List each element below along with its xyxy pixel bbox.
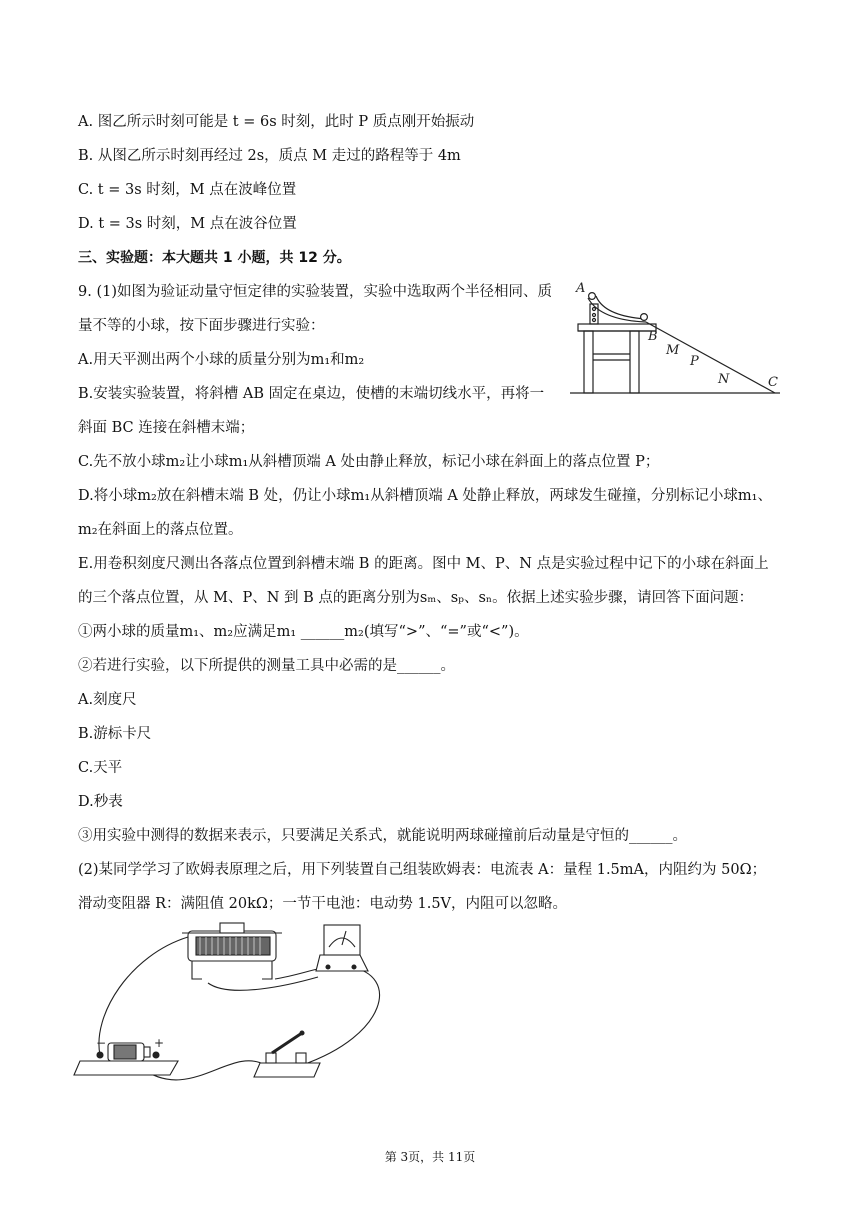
option-d: D. t = 3s 时刻，M 点在波谷位置 <box>78 216 297 232</box>
choice-d: D.秒表 <box>78 794 123 810</box>
label-m: M <box>666 343 680 358</box>
label-n: N <box>718 372 730 387</box>
step-c: C.先不放小球m₂让小球m₁从斜槽顶端 A 处由静止释放，标记小球在斜面上的落点位置 P； <box>78 454 660 470</box>
option-c: C. t = 3s 时刻，M 点在波峰位置 <box>78 182 297 198</box>
part-2-intro: (2)某同学学习了欧姆表原理之后，用下列装置自己组装欧姆表：电流表 A：量程 1.5mA，内阻约为 50Ω； <box>78 862 767 878</box>
part-2-intro-cont: 滑动变阻器 R：满阻值 20kΩ；一节干电池：电动势 1.5V，内阻可以忽略。 <box>78 896 568 912</box>
momentum-apparatus-figure <box>570 276 785 401</box>
step-d: D.将小球m₂放在斜槽末端 B 处，仍让小球m₁从斜槽顶端 A 处静止释放，两球发生碰撞，分别标记小球m₁、 <box>78 488 772 504</box>
label-a: A <box>576 281 586 296</box>
choice-a: A.刻度尺 <box>78 692 137 708</box>
choice-b: B.游标卡尺 <box>78 726 152 742</box>
battery-minus-label: − <box>96 1036 107 1050</box>
step-d-cont: m₂在斜面上的落点位置。 <box>78 522 243 538</box>
q9-intro-cont: 量不等的小球，按下面步骤进行实验： <box>78 318 325 334</box>
sub-question-2: ②若进行实验，以下所提供的测量工具中必需的是______。 <box>78 658 455 674</box>
sub-question-3: ③用实验中测得的数据来表示，只要满足关系式，就能说明两球碰撞前后动量是守恒的______。 <box>78 828 687 844</box>
sub-question-1: ①两小球的质量m₁、m₂应满足m₁ ______m₂(填写“>”、“=”或“<”)。 <box>78 624 529 640</box>
step-e: E.用卷积刻度尺测出各落点位置到斜槽末端 B 的距离。图中 M、P、N 点是实验过程中记下的小球在斜面上 <box>78 556 769 572</box>
ohmmeter-circuit-figure <box>70 915 400 1090</box>
battery-plus-label: + <box>154 1036 165 1050</box>
label-c: C <box>768 375 778 390</box>
option-a: A. 图乙所示时刻可能是 t = 6s 时刻，此时 P 质点刚开始振动 <box>78 114 475 130</box>
label-p: P <box>690 354 699 369</box>
step-b-cont: 斜面 BC 连接在斜槽末端； <box>78 420 255 436</box>
label-b: B <box>648 329 658 344</box>
q9-intro: 9. (1)如图为验证动量守恒定律的实验装置，实验中选取两个半径相同、质 <box>78 284 552 300</box>
option-b: B. 从图乙所示时刻再经过 2s，质点 M 走过的路程等于 4m <box>78 148 461 164</box>
step-b: B.安装实验装置，将斜槽 AB 固定在桌边，使槽的末端切线水平，再将一 <box>78 386 545 402</box>
page-footer: 第 3页，共 11页 <box>384 1150 476 1164</box>
step-e-cont: 的三个落点位置，从 M、P、N 到 B 点的距离分别为sₘ、sₚ、sₙ。依据上述实验步骤，请回答下面问题： <box>78 590 754 606</box>
choice-c: C.天平 <box>78 760 123 776</box>
section-heading: 三、实验题：本大题共 1 小题，共 12 分。 <box>78 250 351 266</box>
step-a: A.用天平测出两个小球的质量分别为m₁和m₂ <box>78 352 365 368</box>
